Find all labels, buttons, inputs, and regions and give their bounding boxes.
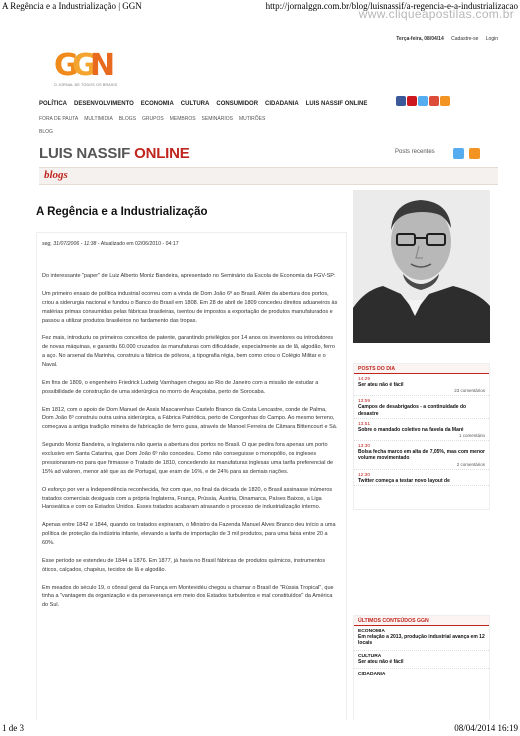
blog-name[interactable] <box>39 146 190 162</box>
blog-name-part2: ONLINE <box>134 145 190 162</box>
subnav-grupos[interactable]: GRUPOS <box>142 116 164 122</box>
content-category[interactable]: ECONOMIA <box>358 629 385 634</box>
recent-posts-label: Posts recentes <box>395 149 435 155</box>
page-number: 1 de 3 <box>2 723 24 733</box>
subnav-membros[interactable]: MEMBROS <box>169 116 196 122</box>
google-plus-icon[interactable] <box>429 96 439 106</box>
post-comments[interactable]: 1 comentário <box>458 433 485 439</box>
youtube-icon[interactable] <box>407 96 417 106</box>
list-item[interactable] <box>354 470 489 486</box>
blogs-section-label: blogs <box>44 169 68 181</box>
print-page-title: A Regência e a Industrialização | GGN <box>2 1 142 11</box>
list-item[interactable] <box>354 419 489 441</box>
login-link[interactable]: Login <box>485 36 498 42</box>
post-title[interactable]: Bolsa fecha marco em alta de 7,05%, mas com menor volume movimentado <box>358 449 485 462</box>
logo-letter-3: N <box>90 48 116 83</box>
content-category[interactable]: CULTURA <box>358 653 382 659</box>
article-paragraph: Esse período se estendeu de 1844 a 1876. Em 1877, já havia no Brasil fábricas de produtos químicos, instrumentos óticos, calçados, chapéus, tecidos de lã e algodão. <box>42 557 326 573</box>
page-content <box>20 30 498 720</box>
author-photo <box>353 190 490 343</box>
print-footer <box>2 723 518 735</box>
posts-do-dia-heading: POSTS DO DIA <box>354 364 489 374</box>
ultimos-conteudos-box <box>353 615 490 720</box>
subnav-blog[interactable]: BLOG <box>39 129 53 135</box>
rss-icon[interactable] <box>440 96 450 106</box>
article-paragraph: Em meados do século 19, o cônsul geral da França em Montevidéu chegou a chamar o Brasil de "Rússia Tropical", que tinha a "vantagem da organização e da perseverança em meio dos Estados turbulentos e mal constituídos" da América do Sul. <box>42 584 334 609</box>
post-comments[interactable]: 23 comentários <box>454 388 485 394</box>
sub-nav <box>39 116 265 122</box>
article-paragraph: Segundo Moniz Bandeira, a Inglaterra não queria a abertura dos portos no Brasil. O que pedira fora apenas um porto exclusivo em Santa Catarina, que Dom João 6º não concedeu. Como não conseguisse o monopólio, os ingleses pressionaram-no para que firmasse o Tratado de 1810, concedendo às manufaturas inglesas uma tarifa preferencial de 15% ad valoren, menor até que as de Portugal, que eram de 16%, e de 24% para as demais nações. <box>42 442 334 475</box>
content-title[interactable]: Em relação a 2013, produção industrial avança em 12 locais <box>354 634 489 651</box>
print-url: http://jornalggn.com.br/blog/luisnassif/a-regencia-e-a-industrializacao <box>265 1 518 11</box>
post-time: 13:59 <box>358 399 371 405</box>
top-bar <box>390 36 498 42</box>
subnav-seminarios[interactable]: SEMINÁRIOS <box>201 116 233 122</box>
ultimos-heading: ÚLTIMOS CONTEÚDOS GGN <box>354 616 489 626</box>
posts-do-dia-box <box>353 363 490 510</box>
content-title[interactable]: Ser ateu não é fácil <box>354 659 489 669</box>
post-comments[interactable]: 2 comentários <box>456 461 485 467</box>
article-title: A Regência e a Industrialização <box>36 206 208 218</box>
subnav-fora-de-pauta[interactable]: FORA DE PAUTA <box>39 116 79 122</box>
list-item[interactable] <box>354 374 489 396</box>
nav-desenvolvimento[interactable]: DESENVOLVIMENTO <box>74 101 134 107</box>
post-time: 13:51 <box>358 421 371 427</box>
nav-cultura[interactable]: CULTURA <box>180 101 210 107</box>
post-title[interactable]: Ser ateu não é fácil <box>358 382 404 388</box>
subnav-blogs[interactable]: BLOGS <box>118 116 137 122</box>
article-date: seg, 31/07/2006 - 11:38 <box>42 241 97 247</box>
post-title[interactable]: Campos de desabrigados - a continuidade do desastre <box>358 404 467 417</box>
twitter-icon[interactable] <box>453 148 464 159</box>
content-category[interactable]: CIDADANIA <box>358 671 386 677</box>
article-paragraph: Fez mais, introduziu os primeiros conceitos de patente, garantindo privilégios por 14 anos os inventores ou introdutores de novas máquinas, e garantiu 60.000 cruzados às manufaturas com dificuldade, especialmente as de lã, algodão, ferro a aço. No arsenal da Marinha, construiu a fábrica de pólvora, a tipografia régia, bem como criou o Colégio Militar e o Naval. <box>42 335 335 369</box>
post-time: 13:30 <box>358 444 371 450</box>
nav-consumidor[interactable]: CONSUMIDOR <box>216 101 259 107</box>
list-item[interactable] <box>354 441 489 470</box>
article-paragraph: Em 1812, com o apoio de Dom Manuel de Assis Mascarenhas Castelo Branco da Costa Lencastre, conde de Palma, Dom João 6º construiu outra usina siderúrgica, a Fábrica Patriótica, perto de Congonhas do Campo. Ao mesmo terreno, começava a antiga tradição mineira de fabricação de ferro gusa, através de Manoel Ferreira de Câmara Bittencourt e Sá. <box>42 406 338 431</box>
post-title[interactable]: Sobre o mandado coletivo na favela da Maré <box>358 426 464 433</box>
nav-cidadania[interactable]: CIDADANIA <box>265 101 299 107</box>
register-link[interactable]: Cadastre-se <box>451 36 479 42</box>
current-date: Terça-feira, 08/04/14 <box>396 36 444 42</box>
twitter-icon[interactable] <box>418 96 428 106</box>
article-meta <box>42 241 179 247</box>
article-paragraph: Um primeiro ensaio de política industrial ocorreu com a vinda de Dom João 6º ao Brasil. Além da abertura dos portos, criou a siderurgia nacional e fundou o Banco do Brasil em 1808. Em 28 de abril de 1809 concedeu direitos aduaneiros às matérias primas consumidas pelas fábricas brasileiras, isentou de impostos a exportação de produtos manufaturados e passou a utilizar produtos brasileiros no fardamento das tropas. <box>42 290 338 324</box>
main-nav <box>39 101 367 107</box>
print-datetime: 08/04/2014 16:19 <box>454 723 518 733</box>
watermark: www.cliqueapostilas.com.br <box>358 7 514 21</box>
nav-politica[interactable]: POLÍTICA <box>39 101 67 107</box>
blog-name-part1: LUIS NASSIF <box>39 145 131 162</box>
nav-luis-nassif-online[interactable]: LUIS NASSIF ONLINE <box>305 101 368 107</box>
logo-tagline: O JORNAL DE TODOS OS BRASIS <box>54 83 118 87</box>
article-paragraph: O esforço por ver a Independência reconhecida, fez com que, no final da década de 1820, o Brasil assinasse inúmeros tratados comerciais desiguais com a própria Inglaterra, França, Prússia, Áustria, Dinamarca, Países Baixos, a Liga Hanseática e com os Estados Unidos. Esses tratados acabaram atrasando o processo de industrialização interno. <box>42 486 333 511</box>
article-updated: - Atualizado em 02/06/2010 - 04:17 <box>96 241 179 247</box>
logo-letter-2: G <box>72 48 97 83</box>
ggn-logo[interactable] <box>54 48 118 96</box>
rss-icon[interactable] <box>469 148 480 159</box>
article-paragraph: Apenas entre 1842 e 1844, quando os tratados expiraram, o Ministro da Fazenda Manuel Alves Branco deu início a uma política de proteção da indústria infante, elevando a tarifa de importação de 3 mil produtos, para uma faixa entre 20 a 60%. <box>42 522 336 547</box>
subnav-mutiroes[interactable]: MUTIRÕES <box>238 116 266 122</box>
social-icons <box>396 96 450 106</box>
article-paragraph: Do interessante "paper" de Luiz Alberto Moniz Bandeira, apresentado no Seminário da Escola de Economia da FGV-SP: <box>42 273 336 279</box>
logo-letter-1: G <box>54 48 79 83</box>
blog-banner <box>39 146 498 162</box>
article-body <box>42 272 338 619</box>
blogs-section-strip <box>39 167 498 185</box>
list-item[interactable] <box>354 396 489 419</box>
article-paragraph: Em fins de 1809, o engenheiro Friedrick Ludwig Varnhagen chegou ao Rio de Janeiro com a missão de estudar a possibilidade de construção de uma siderúrgica no morro de Araçoiaba, perto de Sorocaba. <box>42 379 319 395</box>
nav-economia[interactable]: ECONOMIA <box>140 101 174 107</box>
subnav-multimidia[interactable]: MULTIMIDIA <box>84 116 113 122</box>
article-box <box>36 232 347 720</box>
facebook-icon[interactable] <box>396 96 406 106</box>
post-time: 14:29 <box>358 377 371 382</box>
post-title[interactable]: Twitter começa a testar novo layout de <box>358 477 450 484</box>
post-time: 12:30 <box>358 472 371 478</box>
